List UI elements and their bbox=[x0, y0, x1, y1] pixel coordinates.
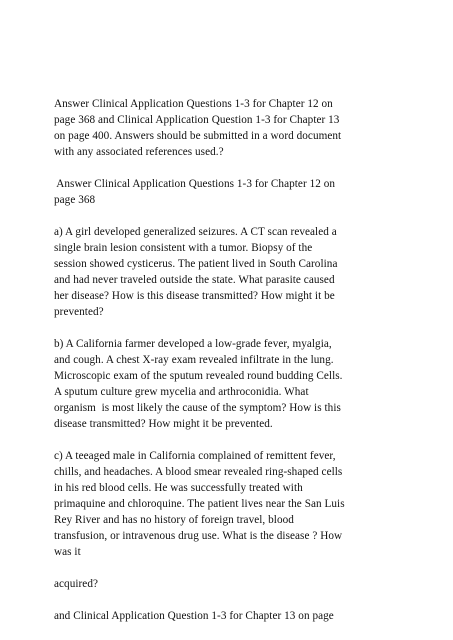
text-line: and had never traveled outside the state. What parasite caused bbox=[54, 274, 335, 286]
text-line: disease transmitted? How might it be prevented. bbox=[54, 418, 273, 430]
text-line: Answer Clinical Application Questions 1-3 for Chapter 12 on bbox=[54, 98, 333, 110]
text-line: Microscopic exam of the sputum revealed round budding Cells. bbox=[54, 370, 343, 382]
text-line: organism is most likely the cause of the symptom? How is this bbox=[54, 402, 341, 414]
text-line: with any associated references used.? bbox=[54, 146, 224, 158]
section-heading-chapter-12 bbox=[54, 176, 404, 208]
text-line: A sputum culture grew mycelia and arthroconidia. What bbox=[54, 386, 309, 398]
text-line: was it bbox=[54, 546, 81, 558]
text-line: prevented? bbox=[54, 306, 104, 318]
question-c bbox=[54, 448, 404, 560]
text-line: page 368 bbox=[54, 194, 96, 206]
text-line: primaquine and chloroquine. The patient lives near the San Luis bbox=[54, 498, 345, 510]
text-line: c) A teeaged male in California complained of remittent fever, bbox=[54, 450, 336, 462]
text-line: in his red blood cells. He was successfully treated with bbox=[54, 482, 303, 494]
text-line: single brain lesion consistent with a tumor. Biopsy of the bbox=[54, 242, 313, 254]
text-line: transfusion, or intravenous drug use. What is the disease ? How bbox=[54, 530, 343, 542]
section-heading-chapter-13 bbox=[54, 608, 404, 624]
text-line: page 368 and Clinical Application Question 1-3 for Chapter 13 bbox=[54, 114, 340, 126]
text-line: Rey River and has no history of foreign travel, blood bbox=[54, 514, 294, 526]
text-line: and cough. A chest X-ray exam revealed infiltrate in the lung. bbox=[54, 354, 334, 366]
question-b bbox=[54, 336, 404, 432]
text-line: and Clinical Application Question 1-3 for Chapter 13 on page bbox=[54, 610, 334, 622]
question-a bbox=[54, 224, 404, 320]
text-line: b) A California farmer developed a low-grade fever, myalgia, bbox=[54, 338, 332, 350]
document-body bbox=[54, 96, 404, 640]
question-c-continuation bbox=[54, 576, 404, 592]
text-line: Answer Clinical Application Questions 1-3 for Chapter 12 on bbox=[54, 178, 336, 190]
text-line: her disease? How is this disease transmitted? How might it be bbox=[54, 290, 335, 302]
intro-paragraph bbox=[54, 96, 404, 160]
text-line: session showed cysticerus. The patient lived in South Carolina bbox=[54, 258, 338, 270]
text-line: on page 400. Answers should be submitted in a word document bbox=[54, 130, 342, 142]
text-line: chills, and headaches. A blood smear revealed ring-shaped cells bbox=[54, 466, 343, 478]
text-line: acquired? bbox=[54, 578, 99, 590]
text-line: a) A girl developed generalized seizures. A CT scan revealed a bbox=[54, 226, 337, 238]
